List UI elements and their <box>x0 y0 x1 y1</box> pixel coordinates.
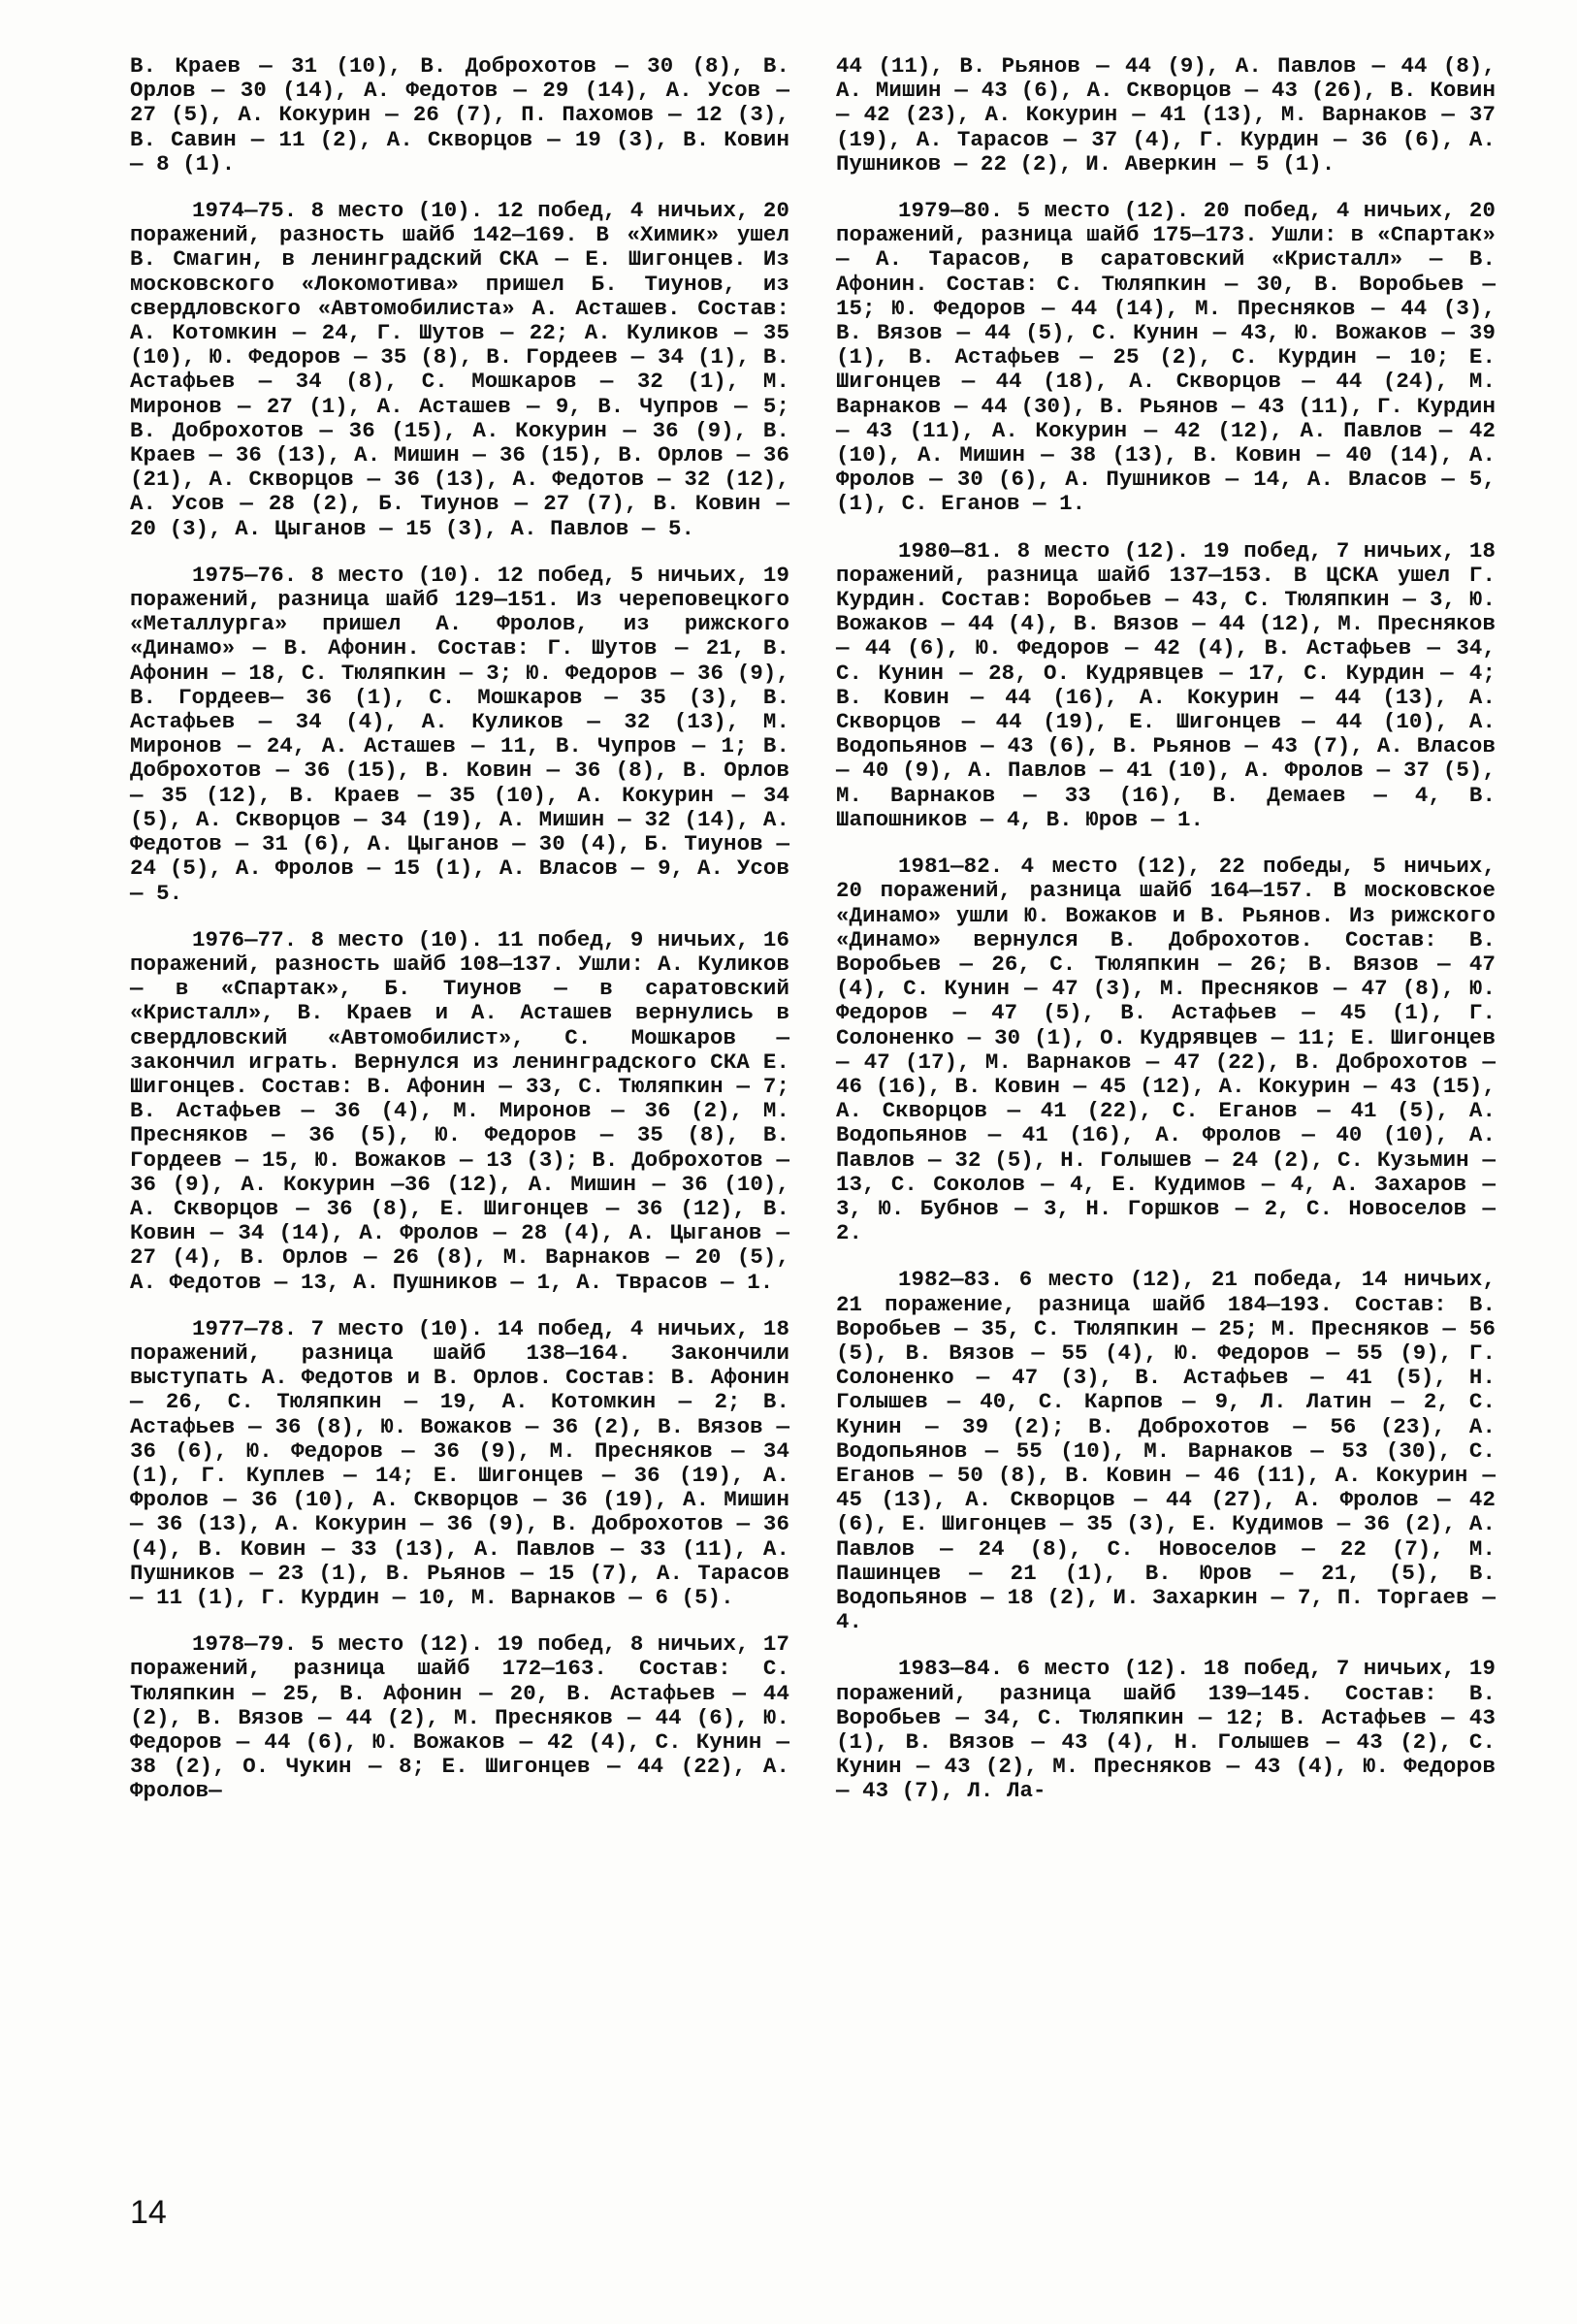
paragraph-season-1978-79: 1978—79. 5 место (12). 19 побед, 8 ничьих, 17 поражений, разница шайб 172—163. Состав: С. Тюляпкин — 25, В. Афонин — 20, В. Астафьев — 44 (2), В. Вязов — 44 (2), М. Пресняков — 44 (6), Ю. Федоров — 44 (6), Ю. Вожаков — 42 (4), С. Кунин — 38 (2), О. Чукин — 8; Е. Шигонцев — 44 (22), А. Фролов— <box>130 1631 789 1804</box>
right-column <box>836 54 1496 1826</box>
paragraph-season-1976-77: 1976—77. 8 место (10). 11 побед, 9 ничьих, 16 поражений, разность шайб 108—137. Ушли: А. Куликов — в «Спартак», Б. Тиунов — в саратовский «Кристалл», В. Краев и А. Асташев вернулись в свердловский «Автомобилист», С. Мошкаров — закончил играть. Вернулся из ленинградского СКА Е. Шигонцев. Состав: В. Афонин — 33, С. Тюляпкин — 7; В. Астафьев — 36 (4), М. Миронов — 36 (2), М. Пресняков — 36 (5), Ю. Федоров — 35 (8), В. Гордеев — 15, Ю. Вожаков — 13 (3); В. Доброхотов — 36 (9), А. Кокурин —36 (12), А. Мишин — 36 (10), А. Скворцов — 36 (8), Е. Шигонцев — 36 (12), В. Ковин — 34 (14), А. Фролов — 28 (4), А. Цыганов — 27 (4), В. Орлов — 26 (8), М. Варнаков — 20 (5), А. Федотов — 13, А. Пушников — 1, А. Тврасов — 1. <box>130 926 789 1295</box>
paragraph-season-1980-81: 1980—81. 8 место (12). 19 побед, 7 ничьих, 18 поражений, разница шайб 137—153. В ЦСКА ушел Г. Курдин. Состав: Воробьев — 43, С. Тюляпкин — 3, Ю. Вожаков — 44 (4), В. Вязов — 44 (12), М. Пресняков — 44 (6), Ю. Федоров — 42 (4), В. Астафьев — 34, С. Кунин — 28, О. Кудрявцев — 17, С. Курдин — 4; В. Ковин — 44 (16), А. Кокурин — 44 (13), А. Скворцов — 44 (19), Е. Шигонцев — 44 (10), А. Водопьянов — 43 (6), В. Рьянов — 43 (7), А. Власов — 40 (9), А. Павлов — 41 (10), А. Фролов — 37 (5), М. Варнаков — 33 (16), В. Демаев — 4, В. Шапошников — 4, В. Юров — 1. <box>836 537 1496 832</box>
paragraph-season-1982-83: 1982—83. 6 место (12), 21 победа, 14 ничьих, 21 поражение, разница шайб 184—193. Состав: В. Воробьев — 35, С. Тюляпкин — 25; М. Пресняков — 56 (5), В. Вязов — 55 (4), Ю. Федоров — 55 (9), Г. Солоненко — 47 (3), В. Астафьев — 41 (5), Н. Голышев — 40, С. Карпов — 9, Л. Латин — 2, С. Кунин — 39 (2); В. Доброхотов — 56 (23), А. Водопьянов — 55 (10), М. Варнаков — 53 (30), С. Еганов — 50 (8), В. Ковин — 46 (11), А. Кокурин — 45 (13), А. Скворцов — 44 (27), А. Фролов — 42 (6), Е. Шигонцев — 35 (3), Е. Кудимов — 36 (2), А. Павлов — 24 (8), С. Новоселов — 22 (7), М. Пашинцев — 21 (1), В. Юров — 21, (5), В. Водопьянов — 18 (2), И. Захаркин — 7, П. Торгаев — 4. <box>836 1267 1496 1635</box>
paragraph-season-1979-80: 1979—80. 5 место (12). 20 побед, 4 ничьих, 20 поражений, разница шайб 175—173. Ушли: в «Спартак» — А. Тарасов, в саратовский «Кристалл» — В. Афонин. Состав: С. Тюляпкин — 30, В. Воробьев — 15; Ю. Федоров — 44 (14), М. Пресняков — 44 (3), В. Вязов — 44 (5), С. Кунин — 43, Ю. Вожаков — 39 (1), В. Астафьев — 25 (2), С. Курдин — 10; Е. Шигонцев — 44 (18), А. Скворцов — 44 (24), М. Варнаков — 44 (30), В. Рьянов — 43 (11), Г. Курдин — 43 (11), А. Кокурин — 42 (12), А. Павлов — 42 (10), А. Мишин — 38 (13), В. Ковин — 40 (14), А. Фролов — 30 (6), А. Пушников — 14, А. Власов — 5, (1), С. Еганов — 1. <box>836 198 1496 517</box>
paragraph-season-1974-75: 1974—75. 8 место (10). 12 побед, 4 ничьих, 20 поражений, разность шайб 142—169. В «Химик» ушел В. Смагин, в ленинградский СКА — Е. Шигонцев. Из московского «Локомотива» пришел Б. Тиунов, из свердловского «Автомобилиста» А. Асташев. Состав: А. Котомкин — 24, Г. Шутов — 22; А. Куликов — 35 (10), Ю. Федоров — 35 (8), В. Гордеев — 34 (1), В. Астафьев — 34 (8), С. Мошкаров — 32 (1), М. Миронов — 27 (1), А. Асташев — 9, В. Чупров — 5; В. Доброхотов — 36 (15), А. Кокурин — 36 (9), В. Краев — 36 (13), А. Мишин — 36 (15), В. Орлов — 36 (21), А. Скворцов — 36 (13), А. Федотов — 32 (12), А. Усов — 28 (2), Б. Тиунов — 27 (7), В. Ковин — 20 (3), А. Цыганов — 15 (3), А. Павлов — 5. <box>130 198 789 541</box>
paragraph-season-1981-82: 1981—82. 4 место (12), 22 победы, 5 ничьих, 20 поражений, разница шайб 164—157. В московское «Динамо» ушли Ю. Вожаков и В. Рьянов. Из рижского «Динамо» вернулся В. Доброхотов. Состав: В. Воробьев — 26, С. Тюляпкин — 26; В. Вязов — 47 (4), С. Кунин — 47 (3), М. Пресняков — 47 (8), Ю. Федоров — 47 (5), В. Астафьев — 45 (1), Г. Солоненко — 30 (1), О. Кудрявцев — 11; Е. Шигонцев — 47 (17), М. Варнаков — 47 (22), В. Доброхотов — 46 (16), В. Ковин — 45 (12), А. Кокурин — 43 (15), А. Скворцов — 41 (22), С. Еганов — 41 (5), А. Водопьянов — 41 (16), А. Фролов — 40 (10), А. Павлов — 32 (5), Н. Голышев — 24 (2), С. Кузьмин — 13, С. Соколов — 4, Е. Кудимов — 4, А. Захаров — 3, Ю. Бубнов — 3, Н. Горшков — 2, С. Новоселов — 2. <box>836 854 1496 1246</box>
paragraph-season-1975-76: 1975—76. 8 место (10). 12 побед, 5 ничьих, 19 поражений, разница шайб 129—151. Из череповецкого «Металлурга» пришел А. Фролов, из рижского «Динамо» — В. Афонин. Состав: Г. Шутов — 21, В. Афонин — 18, С. Тюляпкин — 3; Ю. Федоров — 36 (9), В. Гордеев— 36 (1), С. Мошкаров — 35 (3), В. Астафьев — 34 (4), А. Куликов — 32 (13), М. Миронов — 24, А. Асташев — 11, В. Чупров — 1; В. Доброхотов — 36 (15), В. Ковин — 36 (8), В. Орлов — 35 (12), В. Краев — 35 (10), А. Кокурин — 34 (5), А. Скворцов — 34 (19), А. Мишин — 32 (14), А. Федотов — 31 (6), А. Цыганов — 30 (4), Б. Тиунов — 24 (5), А. Фролов — 15 (1), А. Власов — 9, А. Усов — 5. <box>130 562 789 906</box>
paragraph-season-1983-84: 1983—84. 6 место (12). 18 побед, 7 ничьих, 19 поражений, разница шайб 139—145. Состав: В. Воробьев — 34, С. Тюляпкин — 12; В. Астафьев — 43 (1), В. Вязов — 43 (4), Н. Голышев — 43 (2), С. Кунин — 43 (2), М. Пресняков — 43 (4), Ю. Федоров — 43 (7), Л. Ла- <box>836 1656 1496 1804</box>
page-number: 14 <box>130 2194 167 2231</box>
paragraph-season-1977-78: 1977—78. 7 место (10). 14 побед, 4 ничьих, 18 поражений, разница шайб 138—164. Закончили выступать А. Федотов и В. Орлов. Состав: В. Афонин — 26, С. Тюляпкин — 19, А. Котомкин — 2; В. Астафьев — 36 (8), Ю. Вожаков — 36 (2), В. Вязов — 36 (6), Ю. Федоров — 36 (9), М. Пресняков — 34 (1), Г. Куплев — 14; Е. Шигонцев — 36 (19), А. Фролов — 36 (10), А. Скворцов — 36 (19), А. Мишин — 36 (13), А. Кокурин — 36 (9), В. Доброхотов — 36 (4), В. Ковин — 33 (13), А. Павлов — 33 (11), А. Пушников — 23 (1), В. Рьянов — 15 (7), А. Тарасов — 11 (1), Г. Курдин — 10, М. Варнаков — 6 (5). <box>130 1315 789 1610</box>
left-column <box>130 54 789 1826</box>
paragraph-continued-roster: В. Краев — 31 (10), В. Доброхотов — 30 (8), В. Орлов — 30 (14), А. Федотов — 29 (14), А. Усов — 27 (5), А. Кокурин — 26 (7), П. Пахомов — 12 (3), В. Савин — 11 (2), А. Скворцов — 19 (3), В. Ковин — 8 (1). <box>130 53 789 177</box>
paragraph-season-1978-79-continued: 44 (11), В. Рьянов — 44 (9), А. Павлов — 44 (8), А. Мишин — 43 (6), А. Скворцов — 43 (26), В. Ковин — 42 (23), А. Кокурин — 41 (13), М. Варнаков — 37 (19), А. Тарасов — 37 (4), Г. Курдин — 36 (6), А. Пушников — 22 (2), И. Аверкин — 5 (1). <box>836 53 1496 177</box>
